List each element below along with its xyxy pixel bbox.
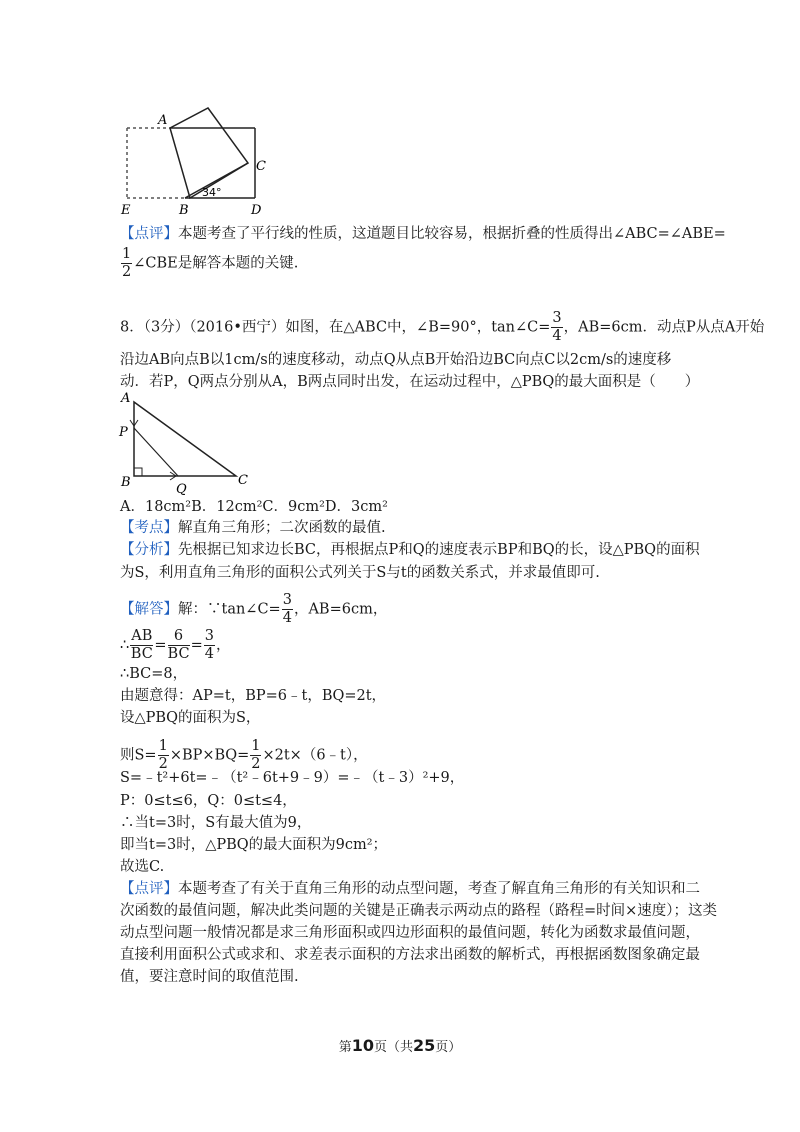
step1-eq1: =	[154, 637, 167, 654]
step1-post: ，	[215, 637, 231, 654]
fraction-half-2: $\frac{1}{2}$	[158, 738, 168, 772]
right-triangle-figure	[110, 390, 260, 500]
q8-text-b: ，AB=6cm．动点P从点A开始	[563, 319, 765, 336]
comment2-line1	[120, 879, 700, 899]
step1-pre: ∴	[120, 637, 130, 654]
label-p: P	[119, 425, 128, 440]
q8-line2: 沿边AB向点B以1cm/s的速度移动，动点Q从点B开始沿边BC向点C以2cm/s的速度移	[120, 352, 672, 368]
step6-line: S=﹣t²+6t=﹣（t²﹣6t+9﹣9）=﹣（t﹣3）²+9，	[120, 770, 465, 786]
fenxi-tag: 【分析】	[120, 542, 178, 558]
fenxi-line1	[120, 540, 700, 560]
step5-c: ×2t×（6﹣t），	[262, 747, 368, 764]
comment2-line5: 值，要注意时间的取值范围.	[120, 969, 299, 985]
fraction-ab-bc: $\frac{AB}{BC}$	[130, 628, 153, 662]
comment1-text2: ∠CBE是解答本题的关键.	[133, 255, 299, 272]
comment-tag: 【点评】	[120, 226, 178, 242]
fenxi-line2: 为S，利用直角三角形的面积公式列关于S与t的函数关系式，并求最值即可.	[120, 565, 600, 581]
step5-a: 则S=	[120, 747, 157, 764]
triangle-abc	[134, 402, 236, 476]
comment2-line2: 次函数的最值问题，解决此类问题的关键是正确表示两动点的路程（路程=时间×速度）；这类	[120, 903, 718, 919]
folding-rectangle-figure	[110, 100, 280, 220]
fenxi-text1: 先根据已知求边长BC，再根据点P和Q的速度表示BP和BQ的长，设△PBQ的面积	[178, 542, 700, 558]
label-e: E	[121, 203, 131, 218]
label-c2: C	[238, 473, 248, 488]
label-a2: A	[121, 391, 131, 406]
kaodian-line	[120, 518, 386, 538]
answer-options: A．18cm²B．12cm²C．9cm²D．3cm²	[120, 499, 388, 515]
comment1-text: 本题考查了平行线的性质，这道题目比较容易，根据折叠的性质得出∠ABC=∠ABE=	[178, 226, 726, 242]
step2-line: ∴BC=8，	[120, 666, 188, 682]
comment2-line3: 动点型问题一般情况都是求三角形面积或四边形面积的最值问题，转化为函数求最值问题，	[120, 925, 700, 941]
step4-line: 设△PBQ的面积为S，	[120, 710, 261, 726]
step9-line: 即当t=3时，△PBQ的最大面积为9cm²；	[120, 837, 388, 853]
fraction-tan: $\frac{3}{4}$	[552, 310, 562, 344]
angle-label: 34°	[202, 186, 222, 199]
kaodian-text: 解直角三角形；二次函数的最值.	[178, 520, 386, 536]
q8-line1	[120, 310, 764, 345]
jieda-text-b: ，AB=6cm，	[293, 601, 388, 618]
label-d: D	[251, 203, 262, 218]
footer-total-pages: 25	[413, 1036, 436, 1055]
label-q: Q	[176, 482, 187, 497]
kaodian-tag: 【考点】	[120, 520, 178, 536]
label-b: B	[179, 203, 189, 218]
footer-post: 页）	[435, 1040, 462, 1055]
jieda-text-a: 解：∵tan∠C=	[178, 601, 281, 618]
step5-b: ×BP×BQ=	[169, 747, 250, 764]
footer-pre: 第	[338, 1040, 352, 1055]
fraction-tan-2: $\frac{3}{4}$	[282, 592, 292, 626]
fraction-half-3: $\frac{1}{2}$	[251, 738, 261, 772]
jieda-line	[120, 592, 387, 627]
step7-line: P：0≤t≤6，Q：0≤t≤4，	[120, 793, 297, 809]
footer-mid: 页（共	[373, 1040, 413, 1055]
step8-line: ∴当t=3时，S有最大值为9，	[120, 815, 312, 831]
fraction-3-4: $\frac{3}{4}$	[204, 628, 214, 662]
page-footer	[0, 1036, 800, 1055]
step3-line: 由题意得：AP=t，BP=6﹣t，BQ=2t，	[120, 688, 387, 704]
fraction-half: $\frac{1}{2}$	[122, 246, 132, 280]
comment2-line4: 直接利用面积公式或求和、求差表示面积的方法求出函数的解析式，再根据函数图象确定最	[120, 947, 700, 963]
label-a: A	[158, 113, 168, 128]
q8-line3: 动．若P，Q两点分别从A，B两点同时出发，在运动过程中，△PBQ的最大面积是（ ）	[120, 374, 700, 390]
right-angle-mark	[134, 468, 142, 476]
step1-line	[120, 628, 230, 663]
segment-pq	[134, 428, 178, 476]
comment1-line1	[120, 224, 726, 244]
q8-text-a: 8．（3分）（2016•西宁）如图，在△ABC中，∠B=90°，tan∠C=	[120, 319, 551, 336]
label-b2: B	[121, 475, 131, 490]
comment2-text1: 本题考查了有关于直角三角形的动点型问题，考查了解直角三角形的有关知识和二	[178, 881, 700, 897]
fraction-6-bc: $\frac{6}{BC}$	[167, 628, 190, 662]
jieda-tag: 【解答】	[120, 601, 178, 618]
step10-line: 故选C.	[120, 859, 165, 875]
label-c: C	[256, 159, 266, 174]
comment1-line2	[120, 246, 298, 281]
comment2-tag: 【点评】	[120, 881, 178, 897]
step1-eq2: =	[190, 637, 203, 654]
footer-page-number: 10	[351, 1036, 374, 1055]
